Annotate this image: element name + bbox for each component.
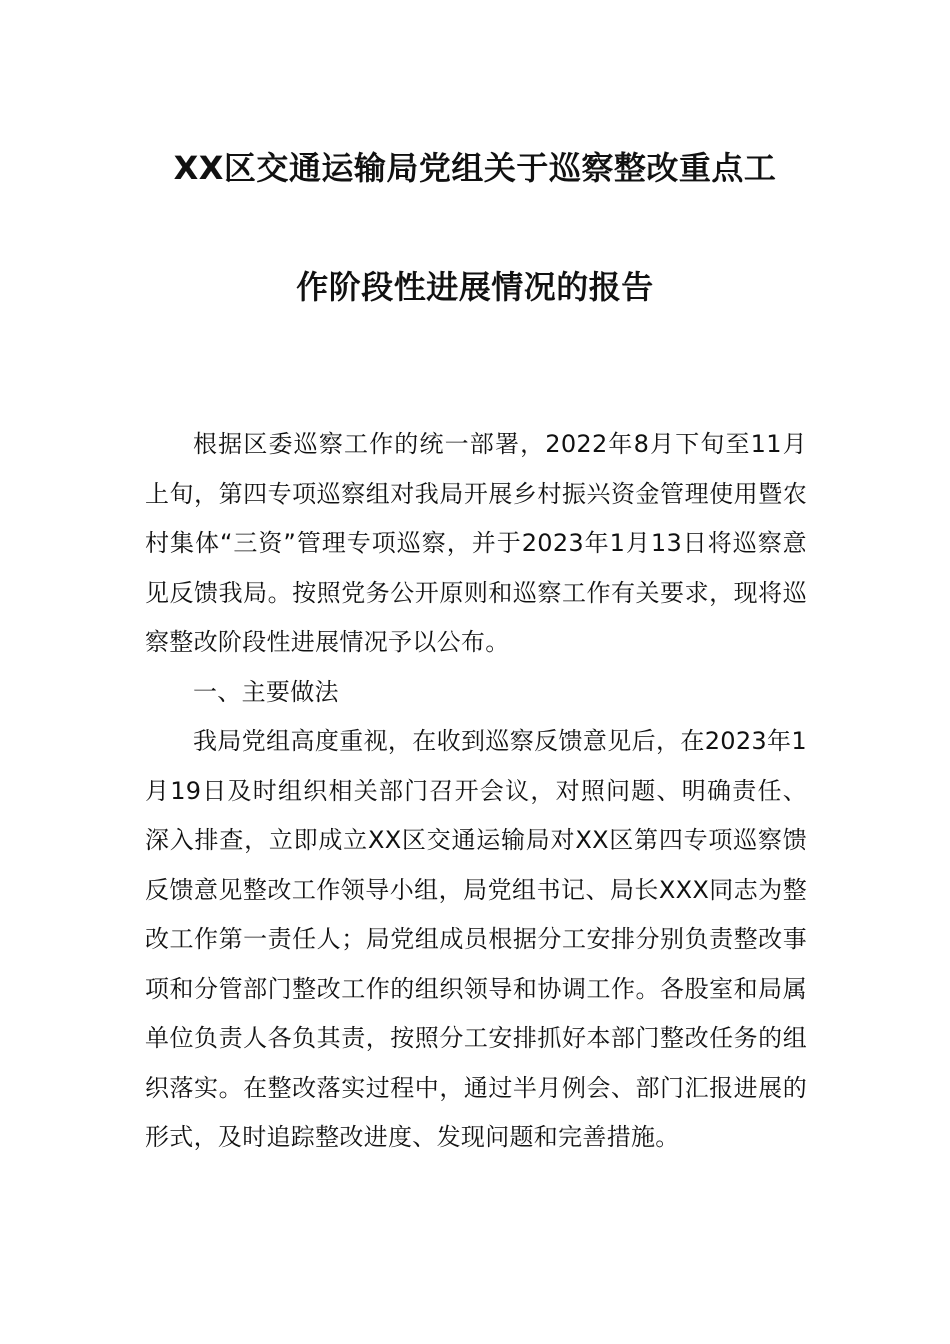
paragraph-intro: 根据区委巡察工作的统一部署，2022年8月下旬至11月上旬，第四专项巡察组对我局开展乡村振兴资金管理使用暨农村集体“三资”管理专项巡察，并于2023年1月13日将巡察意见反馈我局。按照党务公开原则和巡察工作有关要求，现将巡察整改阶段性进展情况予以公布。 xyxy=(145,430,807,656)
section-heading-main-practices: 一、主要做法 xyxy=(193,677,339,706)
title-line-2: 作阶段性进展情况的报告 xyxy=(296,268,654,306)
title-line-1: XX区交通运输局党组关于巡察整改重点工 xyxy=(173,149,777,187)
document-body xyxy=(145,420,807,1163)
document-title xyxy=(120,148,830,307)
paragraph-main-practices: 我局党组高度重视，在收到巡察反馈意见后，在2023年1月19日及时组织相关部门召开会议，对照问题、明确责任、深入排查，立即成立XX区交通运输局对XX区第四专项巡察馈反馈意见整改工作领导小组，局党组书记、局长XXX同志为整改工作第一责任人；局党组成员根据分工安排分别负责整改事项和分管部门整改工作的组织领导和协调工作。各股室和局属单位负责人各负其责，按照分工安排抓好本部门整改任务的组织落实。在整改落实过程中，通过半月例会、部门汇报进展的形式，及时追踪整改进度、发现问题和完善措施。 xyxy=(145,727,807,1151)
